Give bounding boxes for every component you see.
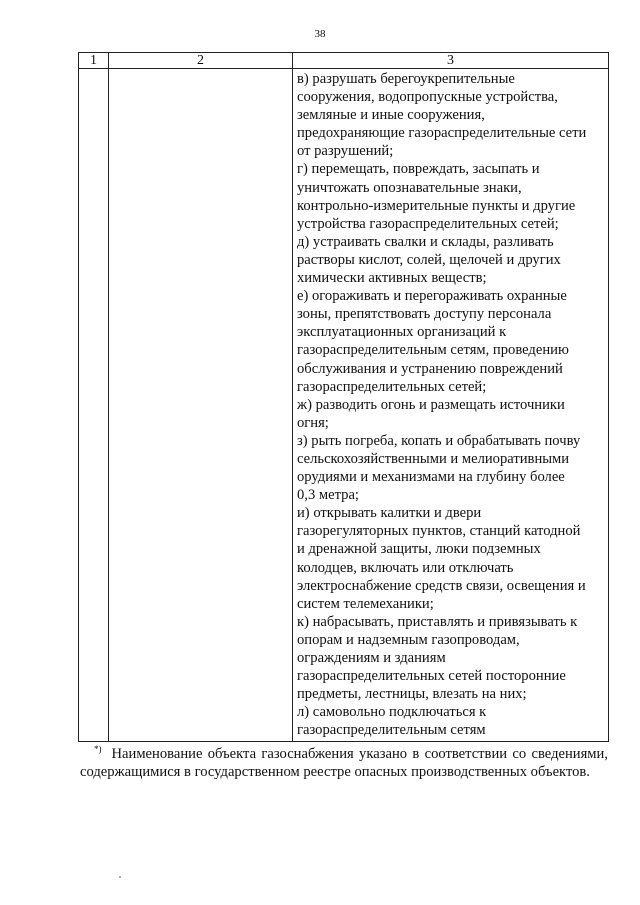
text-line: газораспределительных сетей посторонние — [297, 668, 566, 685]
text-line: уничтожать опознавательные знаки, — [297, 179, 522, 196]
text-line: систем телемеханики; — [297, 595, 434, 612]
text-line: газораспределительных сетей; — [297, 378, 487, 395]
text-line: химически активных веществ; — [297, 270, 487, 287]
text-line: сооружения, водопропускные устройства, — [297, 89, 558, 106]
text-line: д) устраивать свалки и склады, разливать — [297, 233, 554, 250]
text-line: и) открывать калитки и двери — [297, 505, 482, 522]
header-col-3: 3 — [293, 53, 609, 69]
page-number: 38 — [314, 28, 326, 40]
scan-speck — [119, 876, 121, 878]
text-line: е) огораживать и перегораживать охранные — [297, 288, 567, 305]
text-line: сельскохозяйственными и мелиоративными — [297, 450, 570, 467]
text-line: обслуживания и устранению повреждений — [297, 360, 563, 377]
footnote-marker: *) — [94, 744, 102, 754]
cell-col-1 — [79, 69, 109, 742]
text-line: опорам и надземным газопроводам, — [297, 631, 520, 648]
header-col-2: 2 — [109, 53, 293, 69]
text-line: предохраняющие газораспределительные сети — [297, 125, 587, 142]
text-line: г) перемещать, повреждать, засыпать и — [297, 161, 540, 178]
footnote-text: Наименование объекта газоснабжения указано в соответствии со сведениями, содержащимися в государственном реестре опасных производственных объектов. — [80, 745, 608, 781]
text-line: ж) разводить огонь и размещать источники — [297, 396, 565, 413]
text-line: з) рыть погреба, копать и обрабатывать почву — [297, 432, 581, 449]
text-line: газораспределительным сетям — [297, 722, 486, 739]
text-line: эксплуатационных организаций к — [297, 324, 507, 341]
cell-col-3 — [293, 69, 609, 742]
text-line: растворы кислот, солей, щелочей и других — [297, 251, 561, 268]
text-line: ограждениям и зданиям — [297, 650, 446, 666]
text-line: газорегуляторных пунктов, станций катодной — [297, 523, 581, 540]
text-line: электроснабжение средств связи, освещения и — [297, 577, 586, 594]
header-col-1: 1 — [79, 53, 109, 69]
text-line: колодцев, включать или отключать — [297, 559, 514, 576]
table-header-row — [79, 53, 609, 69]
text-line: 0,3 метра; — [297, 487, 359, 504]
cell-col-2 — [109, 69, 293, 742]
text-line: устройства газораспределительных сетей; — [297, 215, 559, 232]
text-line: от разрушений; — [297, 143, 394, 160]
text-line: орудиями и механизмами на глубину более — [297, 469, 565, 486]
text-line: огня; — [297, 414, 329, 431]
text-line: в) разрушать берегоукрепительные — [297, 71, 515, 87]
text-line: газораспределительным сетям, проведению — [297, 342, 569, 359]
text-line: контрольно-измерительные пункты и другие — [297, 197, 576, 214]
text-line: и дренажной защиты, люки подземных — [297, 541, 541, 558]
text-line: л) самовольно подключаться к — [297, 704, 487, 721]
text-line: предметы, лестницы, влезать на них; — [297, 686, 527, 703]
requirements-table — [78, 52, 609, 742]
table-row — [79, 69, 609, 742]
text-line: зоны, препятствовать доступу персонала — [297, 306, 552, 323]
text-line: к) набрасывать, приставлять и привязывать к — [297, 613, 578, 630]
text-line: земляные и иные сооружения, — [297, 107, 485, 124]
footnote — [80, 740, 608, 781]
